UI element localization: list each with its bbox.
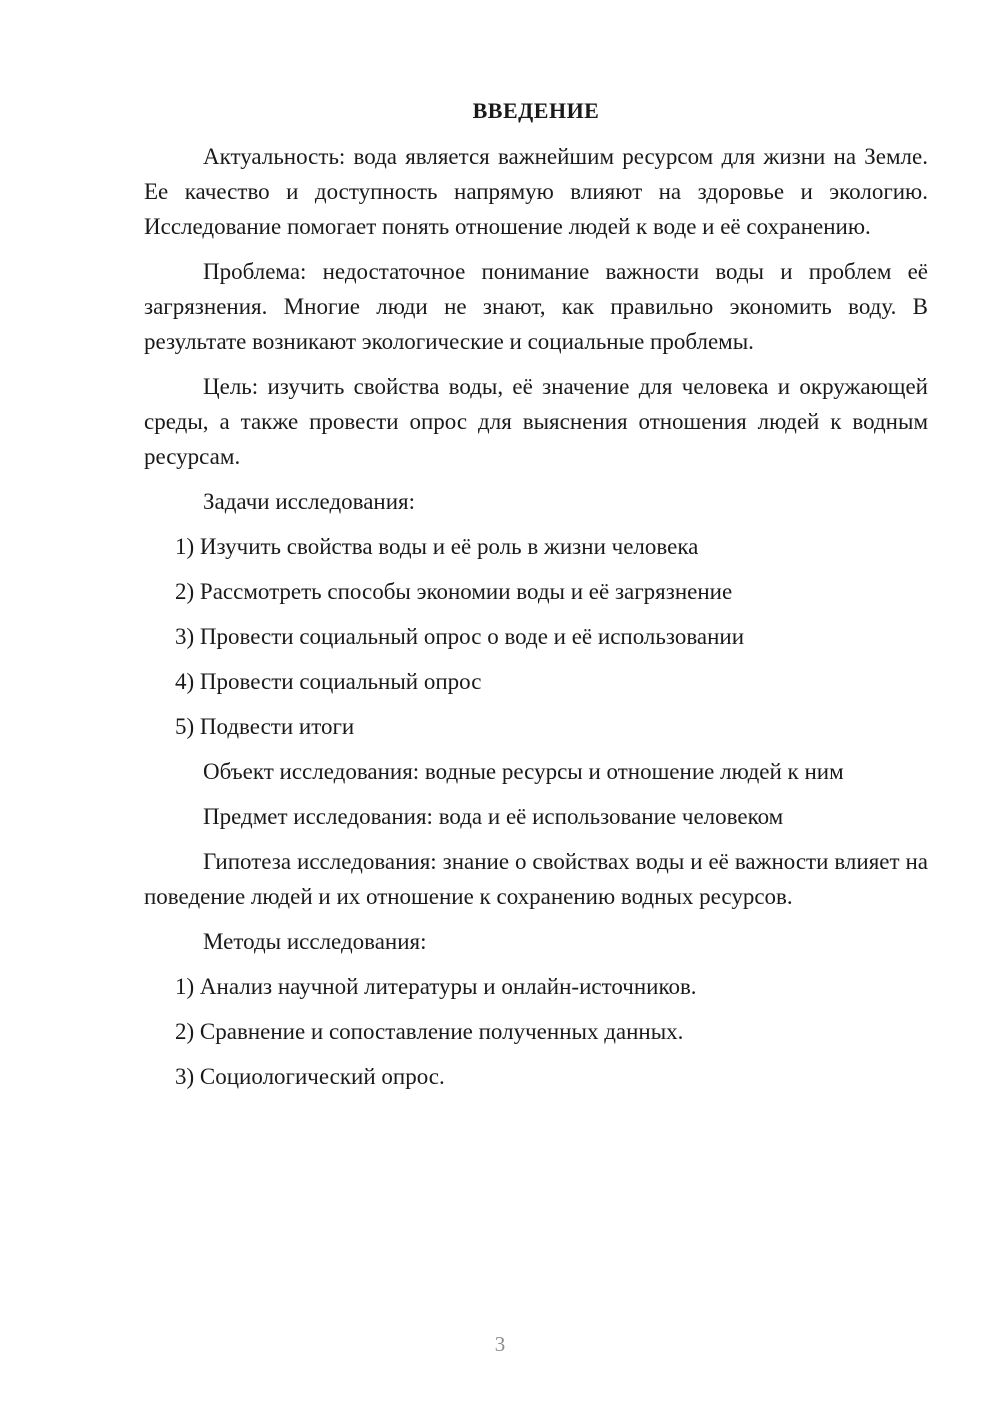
method-item-2: 2) Сравнение и сопоставление полученных данных. <box>175 1019 684 1044</box>
page-number: 3 <box>494 1332 506 1356</box>
page-content <box>144 95 928 1104</box>
tasks-heading: Задачи исследования: <box>203 489 416 514</box>
task-item-2: 2) Рассмотреть способы экономии воды и её загрязнение <box>175 579 733 604</box>
task-item-4: 4) Провести социальный опрос <box>175 669 482 694</box>
goal-paragraph: Цель: изучить свойства воды, её значение для человека и окружающей среды, а также провести опрос для выяснения отношения людей к водным ресурсам. <box>144 374 928 469</box>
methods-heading: Методы исследования: <box>203 929 427 954</box>
research-subject: Предмет исследования: вода и её использование человеком <box>203 804 784 829</box>
research-object: Объект исследования: водные ресурсы и отношение людей к ним <box>203 759 844 784</box>
task-item-1: 1) Изучить свойства воды и её роль в жизни человека <box>175 534 699 559</box>
tasks-list <box>144 529 928 744</box>
methods-list <box>144 969 928 1094</box>
relevance-paragraph: Актуальность: вода является важнейшим ресурсом для жизни на Земле. Ее качество и доступность напрямую влияют на здоровье и экологию. Исследование помогает понять отношение людей к воде и её сохранению. <box>144 144 928 239</box>
method-item-1: 1) Анализ научной литературы и онлайн-источников. <box>175 974 697 999</box>
hypothesis-paragraph: Гипотеза исследования: знание о свойствах воды и её важности влияет на поведение людей и их отношение к сохранению водных ресурсов. <box>144 849 928 909</box>
task-item-5: 5) Подвести итоги <box>175 714 355 739</box>
method-item-3: 3) Социологический опрос. <box>175 1064 445 1089</box>
problem-paragraph: Проблема: недостаточное понимание важности воды и проблем её загрязнения. Многие люди не знают, как правильно экономить воду. В результате возникают экологические и социальные проблемы. <box>144 259 928 354</box>
task-item-3: 3) Провести социальный опрос о воде и её использовании <box>175 624 745 649</box>
section-title: ВВЕДЕНИЕ <box>472 98 600 123</box>
